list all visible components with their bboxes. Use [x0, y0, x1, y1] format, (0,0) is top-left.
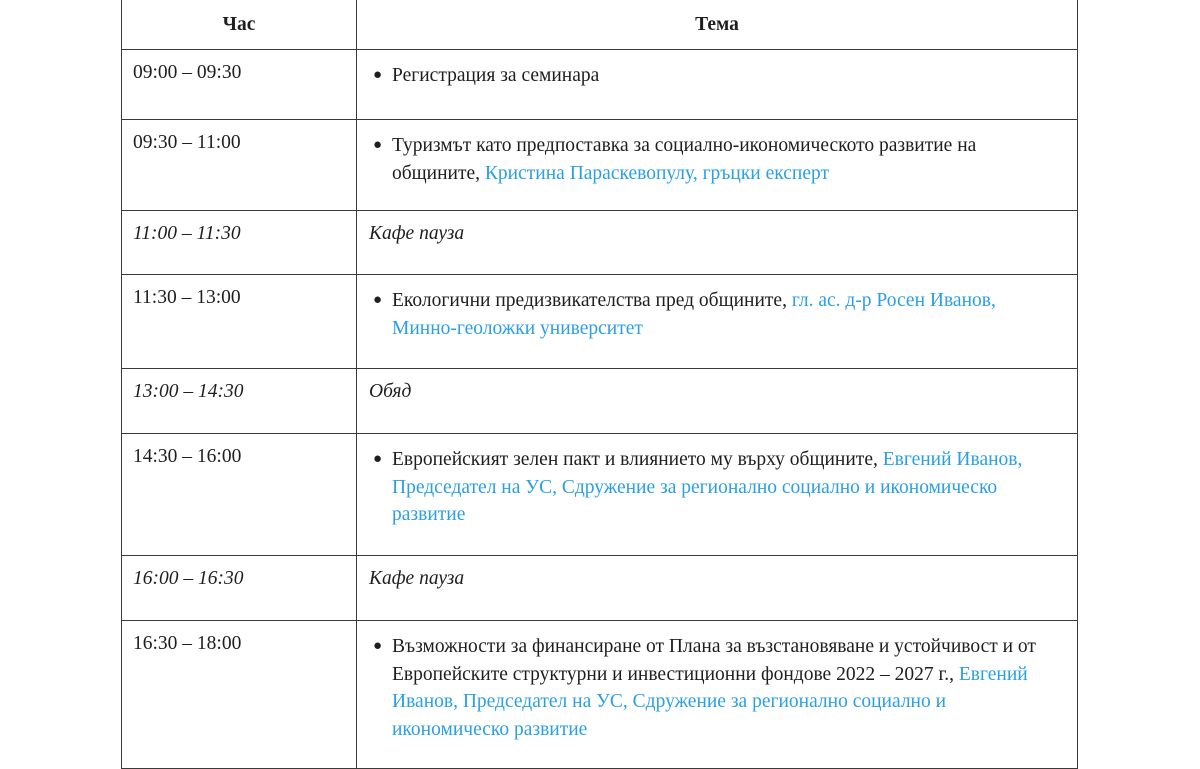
bullet-icon: ● — [372, 137, 383, 153]
session-speaker: Евгений Иванов, Председател на УС, Сдружение за регионално социално и икономическо развитие — [392, 449, 1023, 525]
bullet-icon: ● — [372, 451, 383, 467]
break-label: Обяд — [357, 369, 1078, 434]
bullet-icon: ● — [372, 638, 383, 654]
header-topic: Тема — [357, 0, 1078, 50]
session-time: 11:00 – 11:30 — [122, 211, 357, 275]
table-row-break — [122, 369, 1078, 434]
table-row-break — [122, 211, 1078, 275]
bullet-icon: ● — [372, 292, 383, 308]
session-time: 11:30 – 13:00 — [122, 275, 357, 369]
table-row — [122, 275, 1078, 369]
table-header-row — [122, 0, 1078, 50]
agenda-table — [121, 0, 1078, 769]
session-topic: Възможности за финансиране от Плана за възстановяване и устойчивост и от Европейските структурни и инвестиционни фондове 2022 – 2027 г., — [392, 636, 1036, 685]
session-time: 16:00 – 16:30 — [122, 556, 357, 621]
table-row — [122, 50, 1078, 120]
session-time: 16:30 – 18:00 — [122, 621, 357, 769]
session-topic-cell — [357, 275, 1078, 369]
session-time: 13:00 – 14:30 — [122, 369, 357, 434]
session-speaker: Кристина Параскевопулу, гръцки експерт — [484, 162, 830, 184]
session-topic: Туризмът като предпоставка за социално-икономическото развитие на общините, — [392, 135, 977, 184]
session-speaker: Евгений Иванов, Председател на УС, Сдружение за регионално социално и икономическо развитие — [392, 663, 1028, 740]
break-label: Кафе пауза — [357, 211, 1078, 275]
session-topic-cell — [357, 434, 1078, 556]
session-time: 09:00 – 09:30 — [122, 50, 357, 120]
session-topic-cell — [357, 50, 1078, 120]
header-time: Час — [122, 0, 357, 50]
session-speaker: гл. ас. д-р Росен Иванов, Минно-геоложки университет — [392, 290, 996, 339]
bullet-icon: ● — [372, 67, 383, 83]
session-topic-cell — [357, 120, 1078, 211]
session-topic: Регистрация за семинара — [392, 65, 600, 86]
table-row — [122, 120, 1078, 211]
session-topic-cell — [357, 621, 1078, 769]
table-row — [122, 621, 1078, 769]
table-row-break — [122, 556, 1078, 621]
break-label: Кафе пауза — [357, 556, 1078, 621]
session-time: 14:30 – 16:00 — [122, 434, 357, 556]
session-topic: Европейският зелен пакт и влиянието му върху общините, — [392, 449, 883, 470]
table-row — [122, 434, 1078, 556]
session-time: 09:30 – 11:00 — [122, 120, 357, 211]
session-topic: Екологични предизвикателства пред общините, — [392, 290, 792, 311]
